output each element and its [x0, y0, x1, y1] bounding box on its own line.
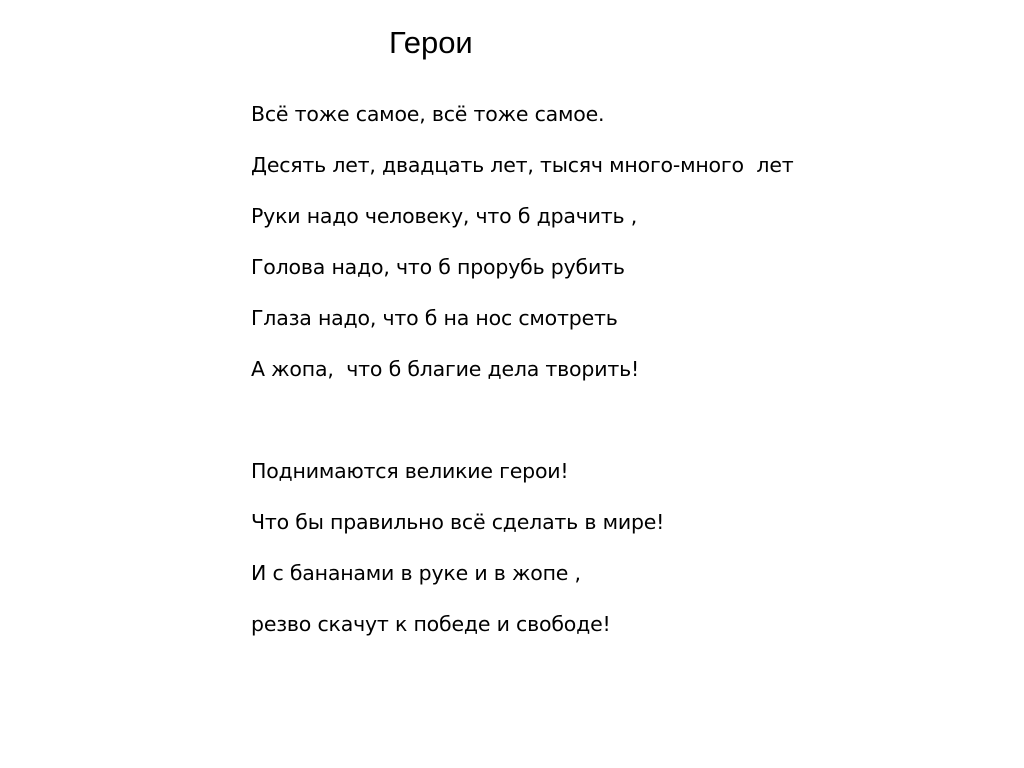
- poem-line: Руки надо человеку, что б драчить ,: [251, 204, 638, 228]
- poem-line: Голова надо, что б прорубь рубить: [251, 255, 625, 279]
- poem-line: А жопа, что б благие дела творить!: [251, 357, 639, 381]
- poem-body: [251, 96, 794, 657]
- poem-line: резво скачут к победе и свободе!: [251, 612, 611, 636]
- poem-line: И с бананами в руке и в жопе ,: [251, 561, 581, 585]
- poem-line: Всё тоже самое, всё тоже самое.: [251, 102, 605, 126]
- poem-line: Что бы правильно всё сделать в мире!: [251, 510, 665, 534]
- poem-line: Десять лет, двадцать лет, тысяч много-много лет: [251, 153, 794, 177]
- poem-line: Поднимаются великие герои!: [251, 459, 569, 483]
- poem-line: Глаза надо, что б на нос смотреть: [251, 306, 618, 330]
- poem-title: Герои: [389, 25, 473, 60]
- stanza-break: [251, 402, 794, 453]
